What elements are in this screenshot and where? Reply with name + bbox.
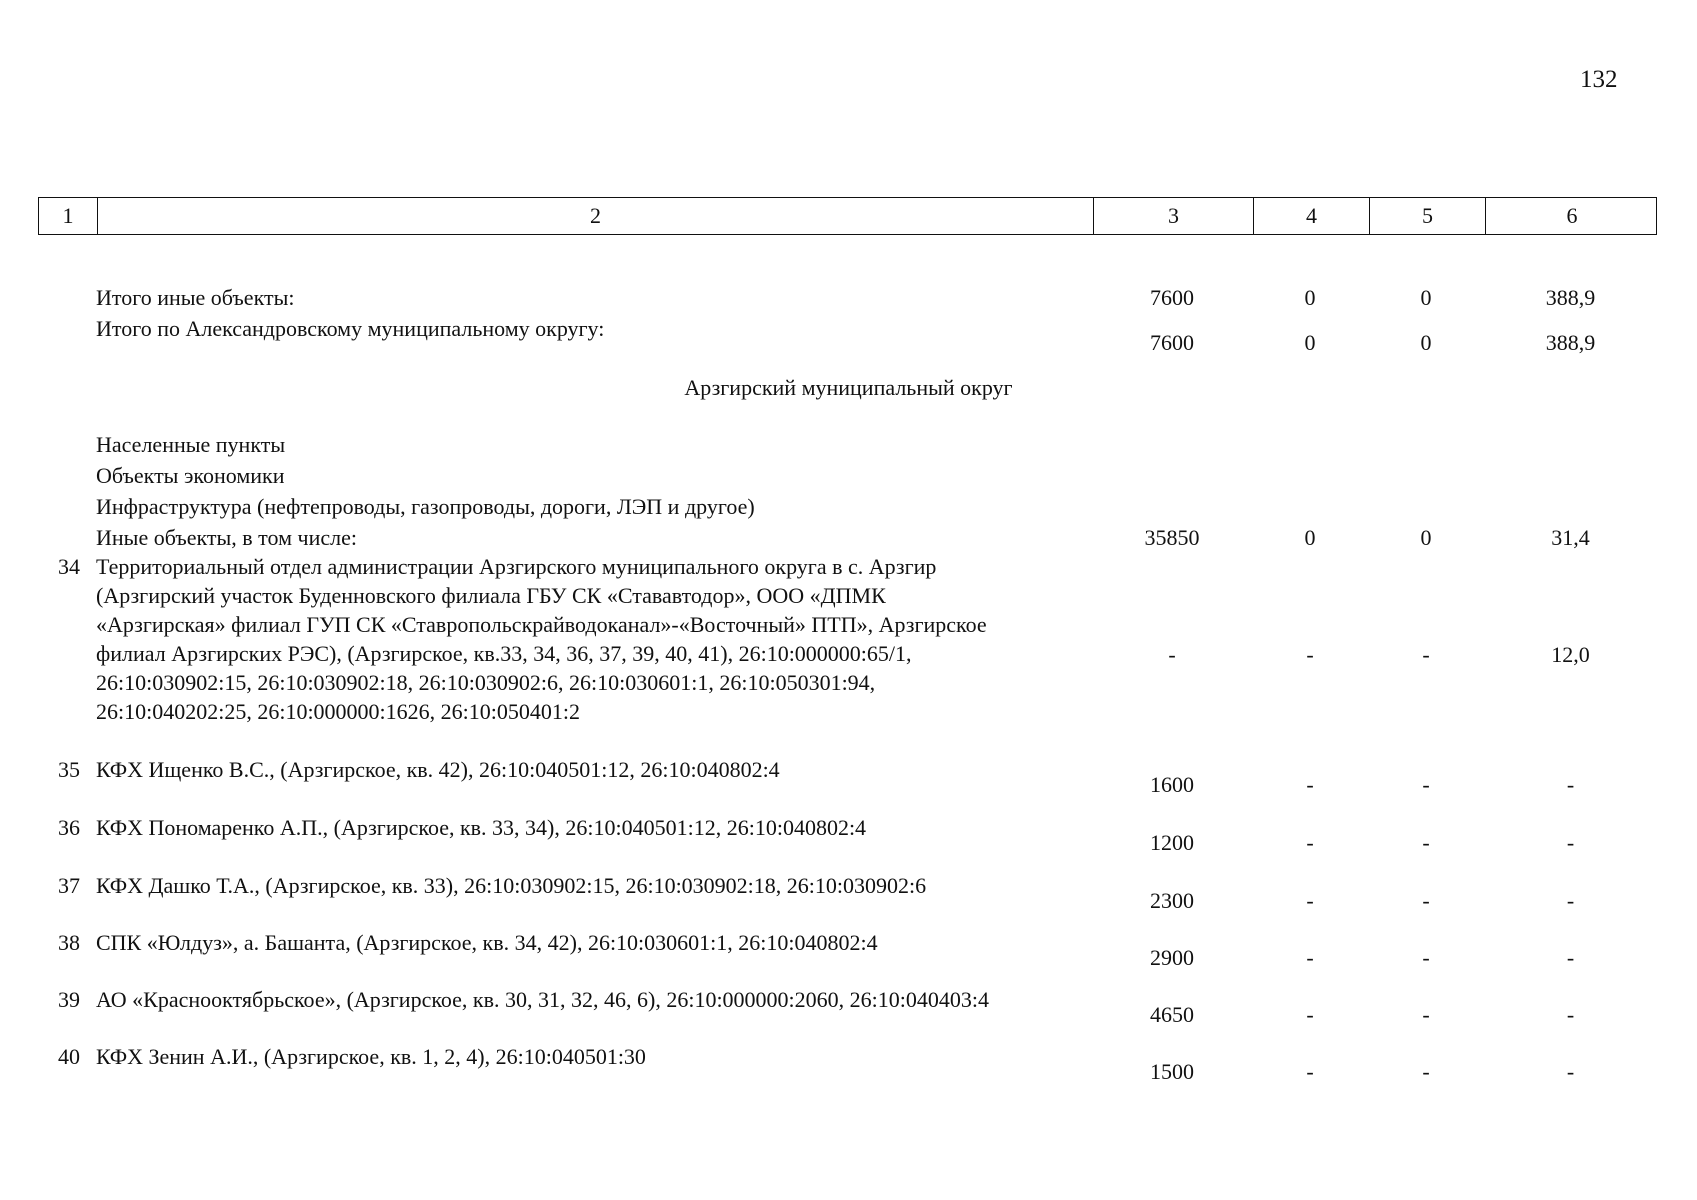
row34-c6: 12,0: [1551, 642, 1590, 667]
header-col-3: 3: [1093, 198, 1253, 234]
row-text: СПК «Юлдуз», а. Башанта, (Арзгирское, кв. 34, 42), 26:10:030601:1, 26:10:040802:4: [96, 930, 878, 955]
row-number: 35: [58, 757, 80, 782]
category-infrastructure: Инфраструктура (нефтепроводы, газопроводы, дороги, ЛЭП и другое): [96, 494, 755, 519]
total-district-c6: 388,9: [1545, 330, 1596, 355]
other-objects-c6: 31,4: [1551, 525, 1590, 550]
row-c6: -: [1566, 830, 1575, 855]
row34-line: «Арзгирская» филиал ГУП СК «Ставропольскрайводоканал»-«Восточный» ПТП», Арзгирское: [96, 612, 987, 637]
row-number: 40: [58, 1044, 80, 1069]
total-district-c5: 0: [1420, 330, 1432, 355]
row-c4: -: [1306, 888, 1314, 913]
row-c6: -: [1566, 1059, 1575, 1084]
category-settlements: Населенные пункты: [96, 432, 286, 457]
header-col-1: 1: [62, 203, 74, 228]
district-title: Арзгирский муниципальный округ: [684, 375, 1013, 400]
other-objects-label: Иные объекты, в том числе:: [96, 525, 357, 550]
header-col-5: 5: [1369, 198, 1485, 234]
total-other-c6: 388,9: [1545, 285, 1596, 310]
row-c4: -: [1306, 830, 1314, 855]
row-c5: -: [1422, 945, 1430, 970]
row-c3: 2300: [1150, 888, 1194, 913]
row34-c4: -: [1306, 642, 1314, 667]
row-text: КФХ Пономаренко А.П., (Арзгирское, кв. 33, 34), 26:10:040501:12, 26:10:040802:4: [96, 815, 867, 840]
total-other-c3: 7600: [1150, 285, 1194, 310]
row34-line: Территориальный отдел администрации Арзгирского муниципального округа в с. Арзгир: [96, 554, 937, 579]
total-district-c3: 7600: [1150, 330, 1194, 355]
row34-line: 26:10:030902:15, 26:10:030902:18, 26:10:030902:6, 26:10:030601:1, 26:10:050301:94,: [96, 670, 876, 695]
row-c3: 1600: [1150, 772, 1194, 797]
total-other-label: Итого иные объекты:: [96, 285, 295, 310]
table-header: [38, 197, 1657, 235]
row34-c3: -: [1168, 642, 1176, 667]
row-c6: -: [1566, 945, 1575, 970]
row-c5: -: [1422, 888, 1430, 913]
row-c6: -: [1566, 1002, 1575, 1027]
row-text: КФХ Дашко Т.А., (Арзгирское, кв. 33), 26:10:030902:15, 26:10:030902:18, 26:10:030902:6: [96, 873, 927, 898]
row-c4: -: [1306, 945, 1314, 970]
row-c6: -: [1566, 772, 1575, 797]
row-c3: 1200: [1150, 830, 1194, 855]
row34-c5: -: [1422, 642, 1430, 667]
row-c3: 1500: [1150, 1059, 1194, 1084]
header-col-4: 4: [1253, 198, 1369, 234]
row-text: КФХ Ищенко В.С., (Арзгирское, кв. 42), 26:10:040501:12, 26:10:040802:4: [96, 757, 780, 782]
other-objects-c3: 35850: [1144, 525, 1200, 550]
row-c3: 4650: [1150, 1002, 1194, 1027]
category-economy: Объекты экономики: [96, 463, 285, 488]
total-district-c4: 0: [1304, 330, 1316, 355]
header-col-2: 2: [97, 198, 1093, 234]
row-c4: -: [1306, 1002, 1314, 1027]
other-objects-c4: 0: [1304, 525, 1316, 550]
row34-line: филиал Арзгирских РЭС), (Арзгирское, кв.33, 34, 36, 37, 39, 40, 41), 26:10:000000:65/1,: [96, 641, 912, 666]
row-number: 34: [58, 554, 80, 579]
row34-line: (Арзгирский участок Буденновского филиала ГБУ СК «Стававтодор», ООО «ДПМК: [96, 583, 886, 608]
row-c5: -: [1422, 1059, 1430, 1084]
row-c5: -: [1422, 772, 1430, 797]
row-number: 37: [58, 873, 80, 898]
row-c5: -: [1422, 1002, 1430, 1027]
row-text: АО «Краснооктябрьское», (Арзгирское, кв. 30, 31, 32, 46, 6), 26:10:000000:2060, 26:10:040403:4: [96, 987, 990, 1012]
row-c5: -: [1422, 830, 1430, 855]
row34-line: 26:10:040202:25, 26:10:000000:1626, 26:10:050401:2: [96, 699, 581, 724]
other-objects-c5: 0: [1420, 525, 1432, 550]
row-number: 38: [58, 930, 80, 955]
page-number: 132: [1580, 66, 1618, 93]
row-c6: -: [1566, 888, 1575, 913]
row-number: 39: [58, 987, 80, 1012]
total-other-c4: 0: [1304, 285, 1316, 310]
total-district-label: Итого по Александровскому муниципальному округу:: [96, 316, 605, 341]
row-c4: -: [1306, 772, 1314, 797]
row-c3: 2900: [1150, 945, 1194, 970]
row-c4: -: [1306, 1059, 1314, 1084]
header-col-6: 6: [1485, 198, 1658, 234]
row-text: КФХ Зенин А.И., (Арзгирское, кв. 1, 2, 4), 26:10:040501:30: [96, 1044, 646, 1069]
total-other-c5: 0: [1420, 285, 1432, 310]
row-number: 36: [58, 815, 80, 840]
